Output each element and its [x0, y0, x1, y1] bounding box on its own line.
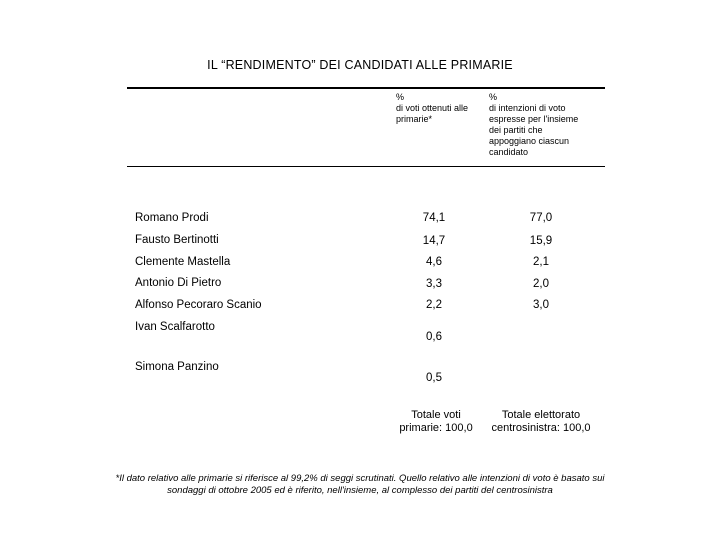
row-value-dipietro-voti: 3,3 [426, 278, 442, 290]
row-value-bertinotti-voti: 14,7 [422, 235, 446, 247]
row-name-panzino: Simona Panzino [135, 361, 219, 373]
column-header-intenzioni: % di intenzioni di voto espresse per l'insieme dei partiti che appoggiano ciascun candidato [489, 92, 579, 157]
row-value-prodi-intenzioni: 77,0 [529, 212, 553, 224]
total-voti-primarie: Totale voti primarie: 100,0 [399, 409, 473, 434]
total-elettorato: Totale elettorato centrosinistra: 100,0 [491, 409, 591, 434]
row-name-mastella: Clemente Mastella [135, 256, 231, 268]
column-header-voti: % di voti ottenuti alle primarie* [396, 92, 469, 124]
row-value-mastella-voti: 4,6 [426, 256, 442, 268]
row-value-pecoraro-scanio-intenzioni: 3,0 [533, 299, 549, 311]
row-value-dipietro-intenzioni: 2,0 [533, 278, 549, 290]
row-name-pecoraro-scanio: Alfonso Pecoraro Scanio [135, 299, 262, 311]
table-title: IL “RENDIMENTO” DEI CANDIDATI ALLE PRIMARIE [207, 58, 513, 72]
row-name-scalfarotto: Ivan Scalfarotto [135, 321, 215, 333]
row-value-panzino-voti: 0,5 [426, 372, 442, 384]
header-rule [127, 166, 605, 167]
footnote: *Il dato relativo alle primarie si riferisce al 99,2% di seggi scrutinati. Quello relativo alle intenzioni di voto è basato sui sondaggi di ottobre 2005 ed è riferito, nell'insieme, al complesso dei partiti del centrosinistra [115, 473, 605, 496]
top-rule [127, 87, 605, 89]
row-value-prodi-voti: 74,1 [422, 212, 446, 224]
row-name-dipietro: Antonio Di Pietro [135, 277, 222, 289]
row-value-mastella-intenzioni: 2,1 [533, 256, 549, 268]
row-value-bertinotti-intenzioni: 15,9 [529, 235, 553, 247]
row-value-scalfarotto-voti: 0,6 [426, 331, 442, 343]
row-value-pecoraro-scanio-voti: 2,2 [426, 299, 442, 311]
row-name-bertinotti: Fausto Bertinotti [135, 234, 219, 246]
row-name-prodi: Romano Prodi [135, 212, 209, 224]
